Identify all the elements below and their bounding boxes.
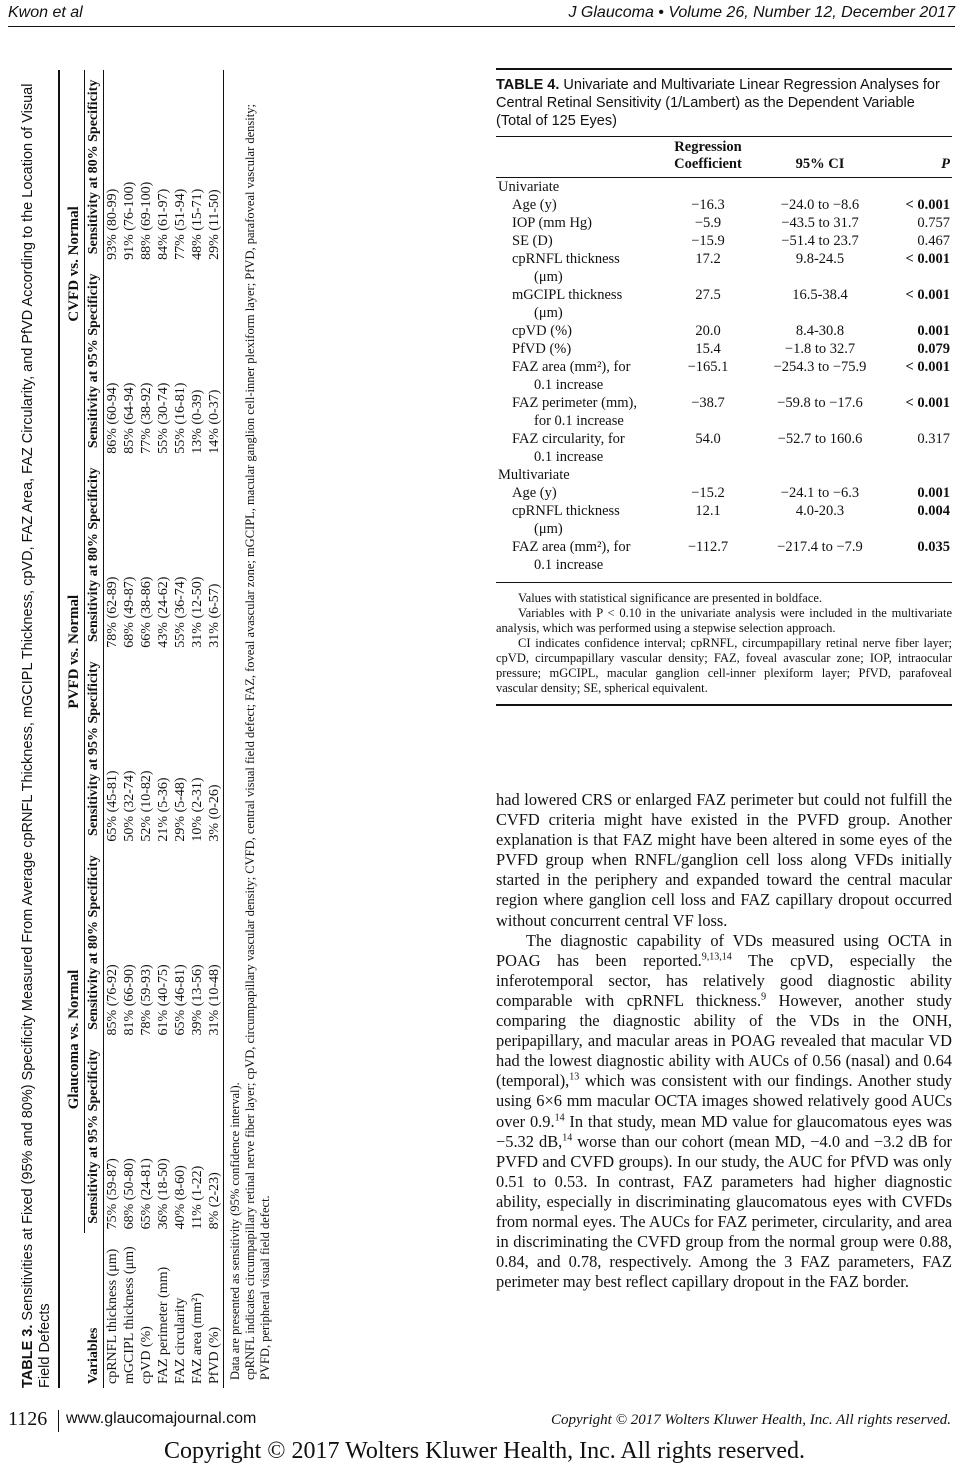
footer-copyright: Copyright © 2017 Wolters Kluwer Health, Inc. All rights reserved. <box>551 1412 951 1428</box>
table4-ci: 9.8-24.5 <box>795 251 845 267</box>
table4-ci: 16.5-38.4 <box>792 287 848 303</box>
running-head-authors: Kwon et al <box>8 4 83 21</box>
table3-cell: 39% (13-56) <box>190 964 205 1036</box>
table4-variable: SE (D) <box>512 233 553 249</box>
table4-variable: Age (y) <box>512 485 557 501</box>
table3-body <box>104 70 224 1388</box>
table4-variable: FAZ perimeter (mm), <box>512 395 637 411</box>
table3-cell: 29% (5-48) <box>173 777 188 842</box>
table4-variable: Age (y) <box>512 197 557 213</box>
table4-variable-cont: (μm) <box>534 521 563 537</box>
table4-notes <box>496 582 952 706</box>
table4-variable: cpVD (%) <box>512 323 572 339</box>
table4-label: TABLE 4. <box>496 77 560 93</box>
table3-cell: 75% (59-87) <box>105 1158 120 1230</box>
table4-row <box>496 322 952 340</box>
table3-subheader: Sensitivity at 95% Specificity <box>85 652 104 846</box>
table4-note-1: Values with statistical significance are presented in boldface. <box>518 591 823 605</box>
table4-variable: cpRNFL thickness <box>512 503 620 519</box>
table4-ci: −52.7 to 160.6 <box>777 431 863 447</box>
table4-p: < 0.001 <box>905 395 950 411</box>
header-rule <box>8 26 955 27</box>
table3-title <box>20 64 58 1394</box>
table3-cell: 65% (46-81) <box>173 964 188 1036</box>
table3-cell: 31% (6-57) <box>206 458 224 652</box>
table4-col-p: P <box>884 137 952 176</box>
table3-cell: 29% (11-50) <box>206 70 224 264</box>
table4-coef: −38.7 <box>691 395 725 411</box>
table4-ci: −217.4 to −7.9 <box>777 539 863 555</box>
table3-col-variables: Variables <box>85 1233 104 1388</box>
table4-variable: FAZ circularity, for <box>512 431 625 447</box>
body-text <box>496 790 952 1292</box>
table4-variable-cont: for 0.1 increase <box>534 413 624 429</box>
table3-variable: mGCIPL thickness (μm) <box>122 1246 137 1384</box>
table4-note-3: CI indicates confidence interval; cpRNFL, circumpapillary retinal nerve fiber layer; cpVD, circumpapillary vascular density; FAZ, foveal avascular zone; IOP, intraocular pressure; mGCIPL, macular ganglion cell-inner plexiform layer; PfVD, parafoveal vascular density; SE, spherical equivalent. <box>496 636 952 695</box>
table3-row <box>104 70 122 1388</box>
table3-cell: 68% (49-87) <box>122 576 137 648</box>
table3-row <box>121 70 138 1388</box>
table4-p: < 0.001 <box>905 287 950 303</box>
table4-ci: −51.4 to 23.7 <box>781 233 859 249</box>
table4-coef: −112.7 <box>687 539 729 555</box>
table3-subheader: Sensitivity at 95% Specificity <box>85 1039 104 1233</box>
table3-cell: 66% (38-86) <box>139 576 154 648</box>
table4-coef: 54.0 <box>695 431 721 447</box>
table3-cell: 78% (62-89) <box>105 576 120 648</box>
table4-coef: 15.4 <box>695 341 721 357</box>
table4-coef: −15.2 <box>691 485 725 501</box>
table3-group-glaucoma: Glaucoma vs. Normal <box>59 846 85 1234</box>
table3-container <box>20 64 390 1394</box>
table3-cell: 68% (50-80) <box>122 1158 137 1230</box>
table3-subheader: Sensitivity at 80% Specificity <box>85 458 104 652</box>
table3-subheader: Sensitivity at 95% Specificity <box>85 264 104 458</box>
table3-cell: 88% (69-100) <box>139 181 154 260</box>
table3-cell: 77% (51-94) <box>173 188 188 260</box>
table4-variable-cont: 0.1 increase <box>534 557 604 573</box>
table3-cell: 10% (2-31) <box>190 777 205 842</box>
table3-label: TABLE 3. <box>20 1324 36 1388</box>
table4-row <box>496 232 952 250</box>
table3-note-2: cpRNFL indicates circumpapillary retinal nerve fiber layer; cpVD, circumpapillary vascular density; CVFD, central visual field defect; FAZ, foveal avascular zone; mGCIPL, macular ganglion cell-inner plexiform layer; PfVD, parafoveal vascular density; PVFD, peripheral visual field defect. <box>243 104 272 1380</box>
table4-ci: −24.1 to −6.3 <box>780 485 860 501</box>
table4-p: 0.001 <box>917 485 950 501</box>
table3-cell: 65% (24-81) <box>139 1158 154 1230</box>
table4-variable: IOP (mm Hg) <box>512 215 593 231</box>
citation: 9 <box>761 991 767 1003</box>
page-number: 1126 <box>8 1408 48 1430</box>
table4-ci: 8.4-30.8 <box>795 323 845 339</box>
table3-cell: 43% (24-62) <box>156 576 171 648</box>
table3-variable: PfVD (%) <box>206 1233 224 1388</box>
table3-variable: cpVD (%) <box>139 1326 154 1384</box>
table3-cell: 61% (40-75) <box>156 964 171 1036</box>
table4-coef: 20.0 <box>695 323 721 339</box>
table3-variable: cpRNFL thickness (μm) <box>105 1248 120 1384</box>
table4-variable-cont: (μm) <box>534 305 563 321</box>
table4-variable-cont: (μm) <box>534 269 563 285</box>
table3-cell: 81% (66-90) <box>122 964 137 1036</box>
citation: 14 <box>562 1132 573 1144</box>
table3-cell: 31% (10-48) <box>206 846 224 1040</box>
table4-row <box>496 250 952 268</box>
table4-p: 0.079 <box>917 341 950 357</box>
table3-notes <box>224 64 277 1388</box>
table3-variable: FAZ circularity <box>173 1297 188 1384</box>
table3-cell: 84% (61-97) <box>156 188 171 260</box>
running-head-journal: J Glaucoma • Volume 26, Number 12, December 2017 <box>568 4 955 21</box>
table4-coef: −165.1 <box>687 359 729 375</box>
table4-coef: −15.9 <box>691 233 725 249</box>
table4-ci: −43.5 to 31.7 <box>781 215 859 231</box>
table3-cell: 50% (32-74) <box>122 770 137 842</box>
table4-p: 0.001 <box>917 323 950 339</box>
table4-variable: cpRNFL thickness <box>512 251 620 267</box>
table4-coef: 27.5 <box>695 287 721 303</box>
table4-ci: −1.8 to 32.7 <box>784 341 856 357</box>
table4-row <box>496 484 952 502</box>
table3-variable: FAZ perimeter (mm) <box>156 1266 171 1384</box>
table4-variable: FAZ area (mm²), for <box>512 359 631 375</box>
table3-cell: 36% (18-50) <box>156 1158 171 1230</box>
table3-title-text: Sensitivities at Fixed (95% and 80%) Specificity Measured From Average cpRNFL Thickness, mGCIPL Thickness, cpVD, FAZ Area, FAZ Circularity, and PfVD According to the Location of Visual Field Defects <box>20 83 53 1388</box>
table3-subheader: Sensitivity at 80% Specificity <box>85 70 104 264</box>
table3-cell: 31% (12-50) <box>190 576 205 648</box>
table3-cell: 65% (45-81) <box>105 770 120 842</box>
table3-group-cvfd: CVFD vs. Normal <box>59 70 85 458</box>
table4-variable-cont: 0.1 increase <box>534 449 604 465</box>
table4-p: 0.035 <box>917 539 950 555</box>
table3-cell: 52% (10-82) <box>139 770 154 842</box>
citation: 9,13,14 <box>701 951 732 963</box>
citation: 13 <box>569 1071 580 1083</box>
table4-ci: −24.0 to −8.6 <box>780 197 860 213</box>
table4-col-coef: Regression Coefficient <box>660 137 756 176</box>
table4-row <box>496 430 952 448</box>
table4-section-multi: Multivariate <box>498 467 570 483</box>
table4-p: < 0.001 <box>905 251 950 267</box>
table3-cell: 8% (2-23) <box>206 1039 224 1233</box>
table3-cell: 55% (16-81) <box>173 382 188 454</box>
table4-coef: 17.2 <box>695 251 721 267</box>
table3-cell: 85% (64-94) <box>122 382 137 454</box>
table4-row <box>496 394 952 412</box>
table3-cell: 78% (59-93) <box>139 964 154 1036</box>
table4-p: 0.004 <box>917 503 950 519</box>
table3-note-1: Data are presented as sensitivity (95% confidence interval). <box>228 1082 242 1380</box>
table3-row <box>206 70 224 1388</box>
table4-row <box>496 196 952 214</box>
table3-cell: 55% (30-74) <box>156 382 171 454</box>
table4-p: < 0.001 <box>905 359 950 375</box>
table4-p: 0.467 <box>917 233 950 249</box>
table4-row <box>496 502 952 520</box>
table4-section-uni: Univariate <box>498 179 560 195</box>
journal-url-link[interactable]: www.glaucomajournal.com <box>66 1410 257 1427</box>
table4-container <box>496 68 952 706</box>
table3-cell: 13% (0-39) <box>190 389 205 454</box>
table3-row <box>138 70 155 1388</box>
table3-row <box>155 70 172 1388</box>
table3-cell: 48% (15-71) <box>190 188 205 260</box>
table3-cell: 86% (60-94) <box>105 382 120 454</box>
table3-cell: 85% (76-92) <box>105 964 120 1036</box>
table3-cell: 93% (80-99) <box>105 188 120 260</box>
table4-title-text: Univariate and Multivariate Linear Regression Analyses for Central Retinal Sensitivity (1/Lambert) as the Dependent Variable (Total of 125 Eyes) <box>496 77 940 129</box>
table4-coef: 12.1 <box>695 503 721 519</box>
table4-variable: PfVD (%) <box>512 341 572 357</box>
table3-group-pvfd: PVFD vs. Normal <box>59 458 85 846</box>
body-paragraph-2: The diagnostic capability of VDs measured using OCTA in POAG has been reported.$^{9,13,14}$ The cpVD, especially the inferotemporal sector, has relatively good diagnostic ability comparable with cpRNFL thickness.$^9$ However, another study comparing the diagnostic ability of the VDs in the ONH, peripapillary, and macular areas in POAG revealed that macular VD had the lowest diagnostic ability with AUCs of 0.56 (nasal) and 0.64 (temporal),$^{13}$ which was consistent with our findings. Another study using 6×6 mm macular OCTA images showed relatively good AUCs over 0.9.14 In that study, mean MD value for glaucomatous eyes was −5.32 dB,$^{14}$ worse than our cohort (mean MD, −4.0 and −3.2 dB for PVFD and CVFD groups). In our study, the AUC for PfVD was only 0.51 to 0.53. In contrast, FAZ parameters had higher diagnostic ability, especially in discriminating glaucomatous eyes with CVFDs from normal eyes. The AUCs for FAZ perimeter, circularity, and area in discriminating the CVFD group from the normal group were 0.88, 0.84, and 0.78, respectively. Among the 3 FAZ parameters, FAZ perimeter may best reflect capillary dropout in the FAZ border. <box>496 930 953 1292</box>
table4-p: 0.757 <box>917 215 950 231</box>
table3-subheader: Sensitivity at 80% Specificity <box>85 846 104 1040</box>
table3-cell: 3% (0-26) <box>206 652 224 846</box>
table3-row <box>172 70 189 1388</box>
table4-row <box>496 286 952 304</box>
table4-row <box>496 340 952 358</box>
table4-variable-cont: 0.1 increase <box>534 377 604 393</box>
table4-variable: FAZ area (mm²), for <box>512 539 631 555</box>
table3-cell: 14% (0-37) <box>206 264 224 458</box>
table3-row <box>189 70 206 1388</box>
table4-coef: −16.3 <box>691 197 725 213</box>
table4-variable: mGCIPL thickness <box>512 287 623 303</box>
table4-coef: −5.9 <box>694 215 722 231</box>
table3 <box>58 70 224 1388</box>
table3-cell: 21% (5-36) <box>156 777 171 842</box>
copyright-watermark: Copyright © 2017 Wolters Kluwer Health, Inc. All rights reserved. <box>163 1438 806 1464</box>
citation: 14 <box>554 1112 565 1124</box>
table4-col-ci: 95% CI <box>756 137 884 176</box>
table3-variable: FAZ area (mm²) <box>190 1292 205 1384</box>
table4-ci: 4.0-20.3 <box>795 503 845 519</box>
table4-ci: −254.3 to −75.9 <box>773 359 867 375</box>
table4-ci: −59.8 to −17.6 <box>777 395 863 411</box>
table3-cell: 40% (8-60) <box>173 1165 188 1230</box>
table3-rotated <box>20 64 390 1394</box>
table3-cell: 11% (1-22) <box>190 1165 205 1230</box>
table3-cell: 55% (36-74) <box>173 576 188 648</box>
table4-p: 0.317 <box>917 431 950 447</box>
table4-note-2: Variables with P < 0.10 in the univariate analysis were included in the multivariate analysis, which was performed using a stepwise selection approach. <box>496 606 952 635</box>
table4-row <box>496 538 952 556</box>
table3-cell: 91% (76-100) <box>122 181 137 260</box>
body-paragraph-1: had lowered CRS or enlarged FAZ perimeter but could not fulfill the CVFD criteria might have existed in the PVFD group. Another explanation is that FAZ might have been altered in some eyes of the PVFD group when RNFL/ganglion cell loss along VFDs initially started in the periphery and expanded toward the central macular region where ganglion cell loss and FAZ capillary dropout occurred without concurrent central VF loss. <box>496 790 952 930</box>
table3-cell: 77% (38-92) <box>139 382 154 454</box>
table4-body <box>496 178 952 575</box>
table4-row <box>496 358 952 376</box>
table4-row <box>496 214 952 232</box>
table4 <box>496 136 952 574</box>
footer-divider <box>58 1410 59 1432</box>
table4-title <box>496 70 952 136</box>
table4-p: < 0.001 <box>905 197 950 213</box>
